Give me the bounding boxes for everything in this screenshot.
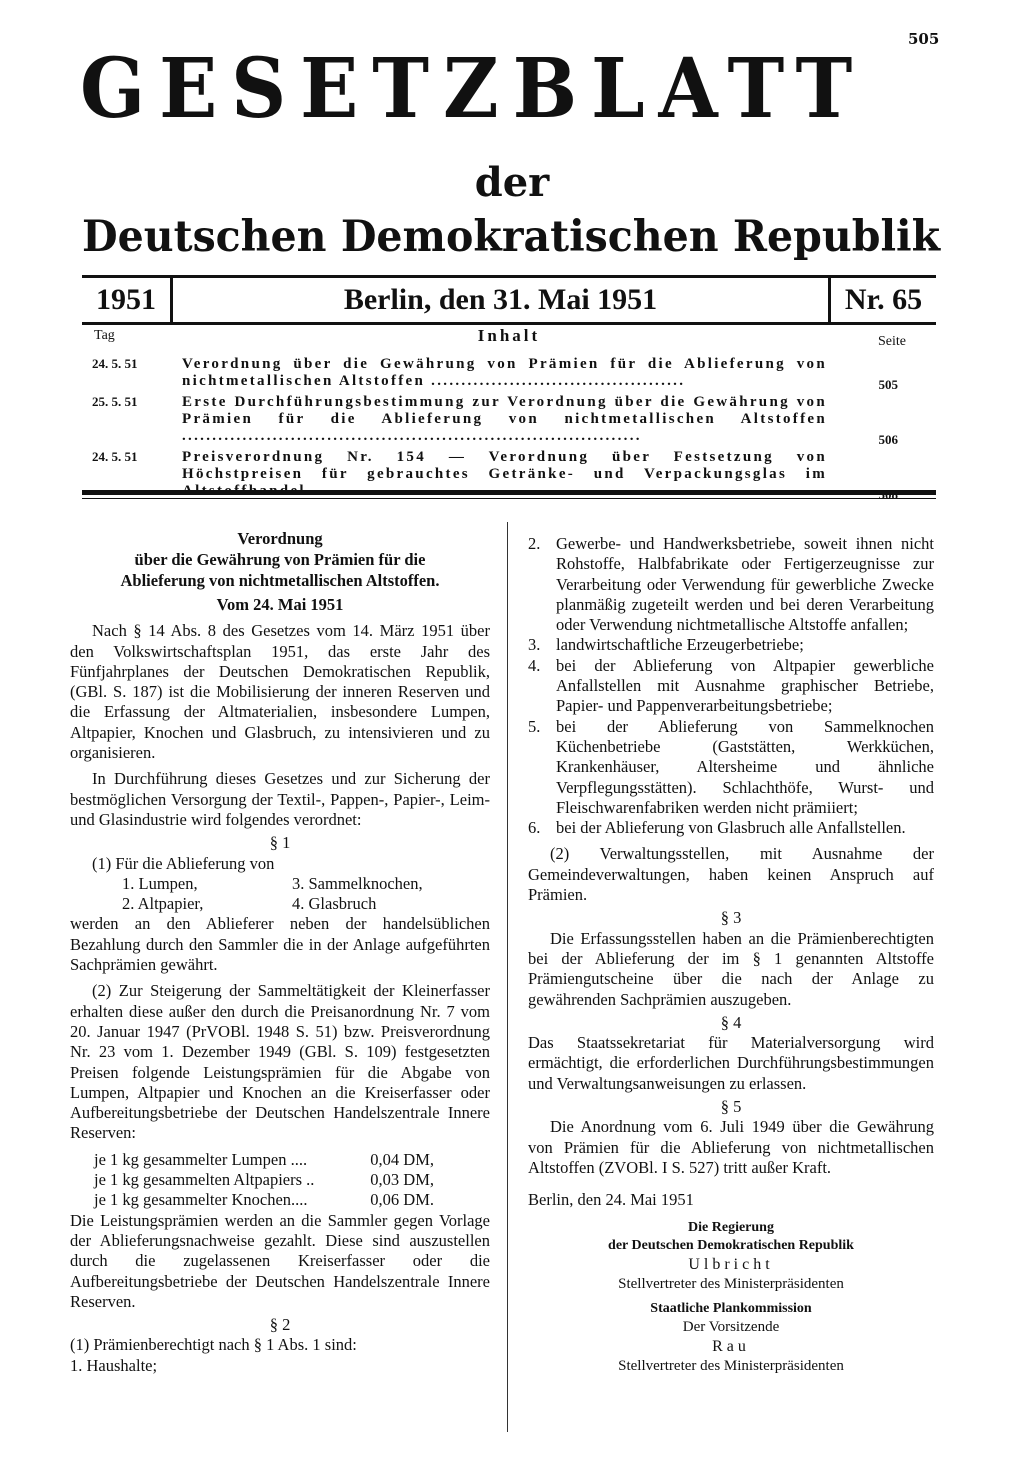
ordinance-date: Vom 24. Mai 1951 bbox=[216, 595, 344, 614]
issue-bar bbox=[82, 275, 936, 325]
signature-role: Der Vorsitzende bbox=[682, 1318, 780, 1335]
section-paragraph: (2) Zur Steigerung der Sammeltätigkeit der Kleinerfasser erhalten diese außer den durch die Preisanordnung Nr. 7 vom 20. Januar 1947 (PrVOBl. 1948 S. 51) bzw. Preisverordnung Nr. 23 vom 1. Dezember 1949 (GBl. S. 109) festgesetzten Preisen folgende Leistungsprämien für die Abgabe von Lumpen, Altpapier und Knochen an die Kreiserfasser oder Aufbereitungsbetriebe der Deutschen Handelszentrale Innere Reserven: bbox=[70, 981, 490, 1143]
material-list-row bbox=[70, 894, 490, 914]
masthead-title: GESETZBLATT bbox=[80, 41, 867, 137]
list-item-number: 6. bbox=[528, 818, 541, 838]
masthead-subtitle: Deutschen Demokratischen Republik bbox=[82, 212, 941, 262]
list-item bbox=[528, 656, 934, 717]
list-item-number: 3. bbox=[528, 635, 541, 655]
signature-org: Die Regierung bbox=[688, 1219, 774, 1235]
list-item bbox=[528, 717, 934, 818]
section-paragraph: Die Erfassungsstellen haben an die Prämienberechtigten bei der Ablieferung der im § 1 genannten Altstoffe Prämiengutscheine über die nach der Anlage zu gewährenden Sachprämien auszugeben. bbox=[528, 928, 934, 1009]
bonus-label: je 1 kg gesammelter Knochen.... bbox=[94, 1190, 308, 1210]
list-item-number: 2. bbox=[528, 534, 541, 553]
toc-entry-text: Verordnung über die Gewährung von Prämien für die Ablieferung von nichtmetallischen Altstoffen .......................................... bbox=[182, 356, 827, 389]
toc-entry-date: 25. 5. 51 bbox=[92, 394, 138, 409]
page-number: 505 bbox=[908, 30, 940, 48]
toc-divider bbox=[82, 490, 936, 495]
section-paragraph: Die Anordnung vom 6. Juli 1949 über die Gewährung von Prämien für die Ablieferung von nichtmetallischen Altstoffen (ZVOBl. I S. 527) tritt außer Kraft. bbox=[528, 1117, 934, 1177]
ordinance-title-line: Ablieferung von nichtmetallischen Altstoffen. bbox=[120, 571, 440, 590]
ordinance-title-line: Verordnung bbox=[237, 529, 323, 548]
signature-org: der Deutschen Demokratischen Republik bbox=[608, 1237, 854, 1253]
material-item: 3. Sammelknochen, bbox=[292, 873, 423, 893]
toc-entry[interactable] bbox=[82, 394, 936, 445]
section-heading: § 1 bbox=[269, 833, 291, 853]
material-item: 4. Glasbruch bbox=[292, 894, 377, 914]
list-item bbox=[528, 818, 934, 838]
bonus-label: je 1 kg gesammelten Altpapiers .. bbox=[94, 1170, 315, 1190]
list-item-text: Gewerbe- und Handwerksbetriebe, soweit ihnen nicht Rohstoffe, Halbfabrikate oder Fertigerzeugnisse zur Verarbeitung oder Verwendung für gewerbliche Zwecke planmäßig zugeteilt werden und bei deren Verarbeitung oder Verwendung nichtmetallische Altstoffe anfallen; bbox=[556, 534, 934, 635]
preamble-paragraph: In Durchführung dieses Gesetzes und zur Sicherung der bestmöglichen Versorgung der Textil-, Pappen-, Papier-, Leim- und Glasindustrie wird folgendes verordnet: bbox=[70, 769, 490, 829]
list-item bbox=[528, 635, 934, 655]
toc-page-label: Seite bbox=[878, 334, 906, 349]
section-paragraph: Die Leistungsprämien werden an die Sammler gegen Vorlage der Ablieferungsnachweise gezahlt. Diese sind auszustellen durch die zugelassenen Kreiserfasser oder die Aufbereitungsbetriebe der Deutschen Handelszentrale Innere Reserven. bbox=[70, 1210, 490, 1311]
masthead-der: der bbox=[474, 159, 550, 206]
left-column bbox=[70, 528, 490, 1376]
list-item-text: landwirtschaftliche Erzeugerbetriebe; bbox=[556, 635, 804, 655]
issue-year: 1951 bbox=[82, 278, 173, 322]
toc-header bbox=[82, 326, 936, 349]
bonus-rate-row bbox=[70, 1150, 490, 1170]
toc-entry-text: Preisverordnung Nr. 154 — Verordnung über Festsetzung von Höchstpreisen für gebrauchtes Getränke- und Verpackungsglas im Altstoffhandel ............................................................... bbox=[182, 449, 827, 499]
bonus-rate: 0,03 DM, bbox=[370, 1170, 434, 1190]
bonus-label: je 1 kg gesammelter Lumpen .... bbox=[94, 1149, 308, 1169]
toc-entry-date: 24. 5. 51 bbox=[92, 449, 138, 464]
section-heading: § 3 bbox=[720, 908, 742, 928]
section-paragraph: (1) Für die Ablieferung von bbox=[92, 853, 275, 873]
signature-plan-commission bbox=[528, 1300, 934, 1376]
section-heading: § 5 bbox=[720, 1097, 742, 1117]
toc-entry[interactable] bbox=[82, 356, 936, 390]
ordinance-title-line: über die Gewährung von Prämien für die bbox=[134, 550, 426, 569]
section-heading: § 4 bbox=[720, 1012, 742, 1032]
section-heading: § 2 bbox=[269, 1315, 291, 1335]
toc-entry-page: 505 bbox=[878, 377, 898, 392]
signature-org: Staatliche Plankommission bbox=[650, 1300, 812, 1316]
section-paragraph: (1) Prämienberechtigt nach § 1 Abs. 1 sind: bbox=[70, 1335, 357, 1355]
preamble-paragraph: Nach § 14 Abs. 8 des Gesetzes vom 14. März 1951 über den Volkswirtschaftsplan 1951, das erste Jahr des Fünfjahrplanes der Deutschen Demokratischen Republik, (GBl. S. 187) ist die Mobilisierung der inneren Reserven und die Erfassung der Altmaterialien, insbesondere Lumpen, Altpapier, Knochen und Glasbruch, zu intensivieren und zu organisieren. bbox=[70, 621, 490, 763]
toc-divider-thin bbox=[82, 498, 936, 499]
bonus-rate: 0,06 DM. bbox=[370, 1190, 434, 1210]
material-item: 1. Lumpen, bbox=[122, 873, 198, 893]
issue-place-date: Berlin, den 31. Mai 1951 bbox=[343, 283, 658, 316]
issue-number: Nr. 65 bbox=[828, 278, 936, 322]
bonus-rate: 0,04 DM, bbox=[370, 1149, 434, 1169]
signature-place-date: Berlin, den 24. Mai 1951 bbox=[528, 1190, 694, 1210]
signature-role: Stellvertreter des Ministerpräsidenten bbox=[618, 1357, 844, 1374]
signature-role: Stellvertreter des Ministerpräsidenten bbox=[618, 1275, 844, 1292]
toc-entry-page: 506 bbox=[878, 432, 898, 447]
toc-tag-label: Tag bbox=[94, 328, 115, 343]
section-paragraph: (2) Verwaltungsstellen, mit Ausnahme der Gemeindeverwaltungen, haben keinen Anspruch auf Prämien. bbox=[528, 844, 934, 905]
list-item-number: 4. bbox=[528, 655, 541, 675]
list-item-text: bei der Ablieferung von Sammelknochen Küchenbetriebe (Gaststätten, Werkküchen, Krankenhäuser, Altersheime und ähnliche Verpflegungsstätten). Schlachthöfe, Wurst- und Fleischwarenfabriken werden nicht prämiiert; bbox=[556, 716, 934, 817]
list-item bbox=[528, 534, 934, 635]
bonus-rate-row bbox=[70, 1170, 490, 1190]
material-list-row bbox=[70, 874, 490, 894]
signature-government bbox=[528, 1219, 934, 1294]
signature-name: Ulbricht bbox=[688, 1255, 774, 1273]
section-paragraph: Das Staatssekretariat für Materialversorgung wird ermächtigt, die erforderlichen Durchführungsbestimmungen und Verwaltungsanweisungen zu erlassen. bbox=[528, 1033, 934, 1093]
right-column bbox=[528, 534, 934, 1376]
list-item-text: bei der Ablieferung von Glasbruch alle Anfallstellen. bbox=[556, 818, 906, 838]
toc-entry-date: 24. 5. 51 bbox=[92, 356, 138, 371]
material-item: 2. Altpapier, bbox=[122, 894, 204, 914]
signature-name: Rau bbox=[712, 1337, 750, 1355]
column-divider bbox=[507, 522, 508, 1432]
toc-heading: Inhalt bbox=[477, 326, 541, 345]
table-of-contents bbox=[82, 326, 936, 500]
bonus-rate-row bbox=[70, 1190, 490, 1210]
toc-entry-text: Erste Durchführungsbestimmung zur Verordnung über die Gewährung von Prämien für die Ablieferung von nichtmetallischen Altstoffen ............................................................................ bbox=[182, 394, 827, 444]
list-item-number: 5. bbox=[528, 716, 541, 736]
list-item-text: bei der Ablieferung von Altpapier gewerbliche Anfallstellen mit Ausnahme graphischer Betriebe, Papier- und Pappenverarbeitungsbetriebe; bbox=[556, 655, 934, 716]
toc-entry-page: 508 bbox=[878, 487, 898, 502]
section-paragraph: werden an den Ablieferer neben der handelsüblichen Bezahlung durch den Sammler die in der Anlage aufgeführten Sachprämien gewährt. bbox=[70, 914, 490, 975]
section-list-item: 1. Haushalte; bbox=[70, 1355, 158, 1375]
